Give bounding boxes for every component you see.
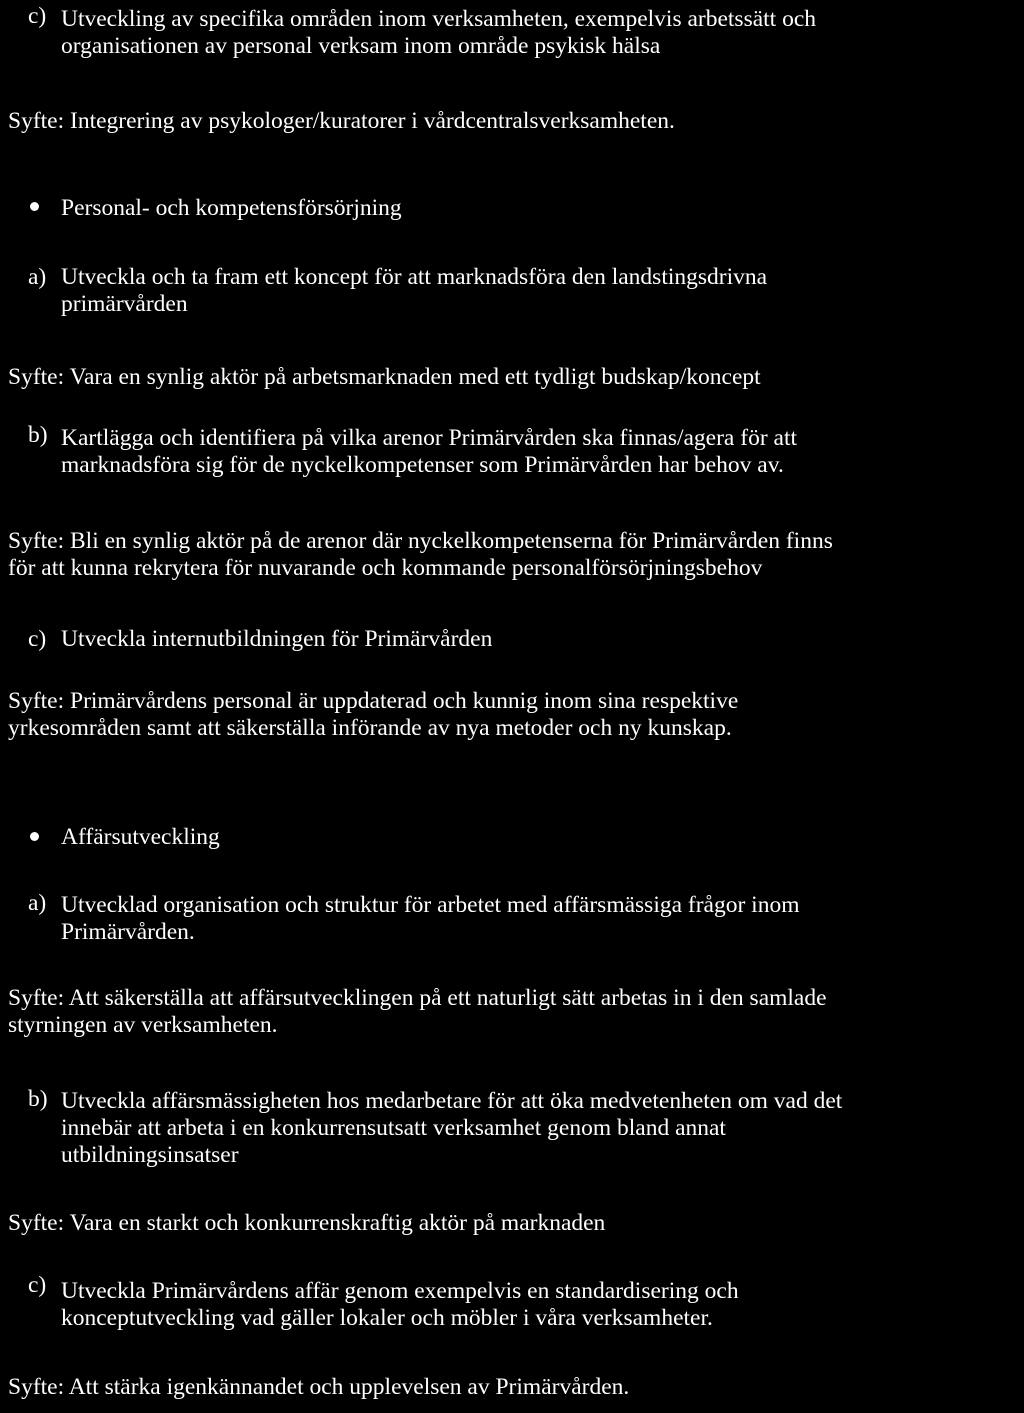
text-line: yrkesområden samt att säkerställa införande av nya metoder och ny kunskap. [8,715,732,741]
list-marker: a) [28,264,47,290]
list-item-text [61,1088,842,1169]
bullet-icon [30,832,39,841]
text-line: marknadsföra sig för de nyckelkompetenser som Primärvården har behov av. [61,452,784,478]
text-line: Utveckling av specifika områden inom verksamheten, exempelvis arbetssätt och [61,6,817,32]
text-line: Kartlägga och identifiera på vilka arenor Primärvården ska finnas/agera för att [61,425,798,451]
list-item-text [61,425,797,479]
text-line: Utveckla Primärvårdens affär genom exempelvis en standardisering och [61,1278,739,1304]
list-marker: c) [28,626,47,652]
section-heading: Personal- och kompetensförsörjning [61,195,402,221]
list-item-text [61,892,800,946]
list-marker: b) [28,1086,48,1112]
list-marker: a) [28,890,47,916]
text-line: konceptutveckling vad gäller lokaler och möbler i våra verksamheter. [61,1305,713,1331]
text-line: Primärvården. [61,919,195,945]
list-marker: b) [28,422,48,448]
syfte-block [8,528,833,582]
text-line: Syfte: Primärvårdens personal är uppdaterad och kunnig inom sina respektive [8,688,739,714]
text-line: primärvården [61,291,188,317]
syfte-line: Syfte: Integrering av psykologer/kuratorer i vårdcentralsverksamheten. [8,108,675,134]
list-marker: c) [28,3,47,29]
syfte-line: Syfte: Att stärka igenkännandet och upplevelsen av Primärvården. [8,1374,630,1400]
section-heading: Affärsutveckling [61,824,220,850]
list-item-text [61,264,767,318]
list-item-text [61,1278,739,1332]
text-line: Syfte: Bli en synlig aktör på de arenor där nyckelkompetenserna för Primärvården finns [8,528,833,554]
text-line: Utveckla och ta fram ett koncept för att marknadsföra den landstingsdrivna [61,264,768,290]
text-line: styrningen av verksamheten. [8,1012,278,1038]
text-line: Utveckla affärsmässigheten hos medarbetare för att öka medvetenheten om vad det [61,1088,843,1114]
list-item-text [61,6,816,60]
syfte-block [8,985,827,1039]
list-item-text: Utveckla internutbildningen för Primärvården [61,626,493,652]
text-line: innebär att arbeta i en konkurrensutsatt verksamhet genom bland annat [61,1115,726,1141]
syfte-block [8,688,738,742]
bullet-icon [30,202,39,211]
text-line: för att kunna rekrytera för nuvarande och kommande personalförsörjningsbehov [8,555,763,581]
text-line: Utvecklad organisation och struktur för arbetet med affärsmässiga frågor inom [61,892,800,918]
list-marker: c) [28,1272,47,1298]
text-line: organisationen av personal verksam inom område psykisk hälsa [61,33,661,59]
text-line: Syfte: Att säkerställa att affärsutvecklingen på ett naturligt sätt arbetas in i den samlade [8,985,827,1011]
syfte-line: Syfte: Vara en synlig aktör på arbetsmarknaden med ett tydligt budskap/koncept [8,364,761,390]
text-line: utbildningsinsatser [61,1142,239,1168]
syfte-line: Syfte: Vara en starkt och konkurrenskraftig aktör på marknaden [8,1210,606,1236]
